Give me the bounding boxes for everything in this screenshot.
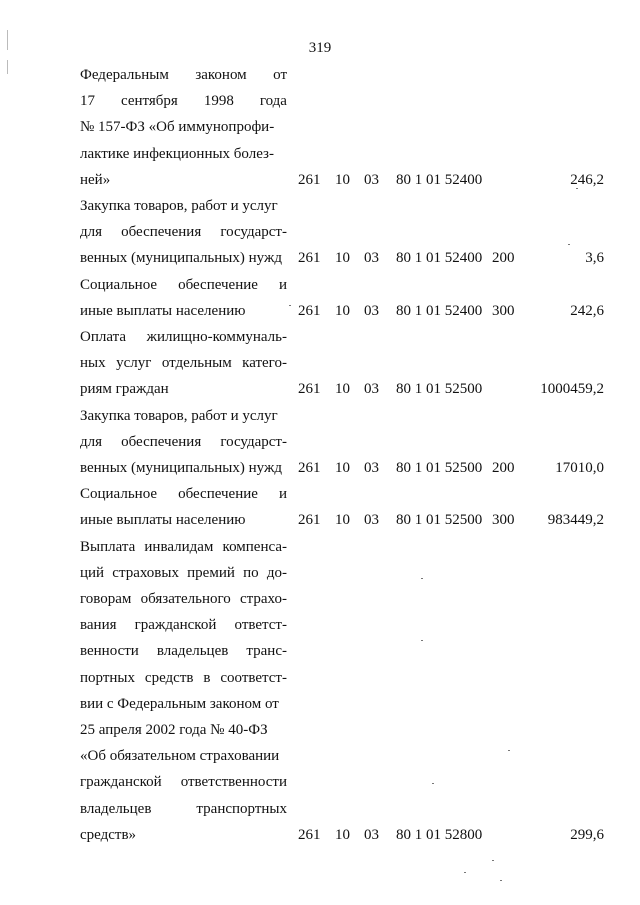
row-text-line	[80, 507, 245, 533]
row-text-line	[80, 193, 278, 219]
text-fragment: риям граждан	[80, 381, 169, 398]
grbs-code: 261	[298, 302, 321, 319]
text-fragment: обеспечения	[121, 433, 202, 450]
amount-value: 1000459,2	[540, 381, 604, 398]
text-fragment: вания	[80, 617, 117, 634]
text-fragment: инвалидам	[144, 538, 214, 555]
row-text-line	[80, 429, 287, 455]
text-fragment: владельцев	[80, 800, 152, 817]
text-fragment: Федеральным	[80, 67, 169, 83]
text-fragment: средств»	[80, 826, 137, 843]
text-fragment: венности	[80, 643, 139, 660]
subsection-code: 03	[364, 512, 379, 529]
row-text-line	[80, 167, 110, 193]
text-fragment: для	[80, 433, 103, 450]
text-fragment: Закупка товаров, работ и услуг	[80, 198, 278, 214]
text-fragment: 25 апреля 2002 года № 40-ФЗ	[80, 722, 268, 738]
row-text-line	[80, 376, 169, 402]
subsection-code: 03	[364, 171, 379, 188]
text-fragment: услуг	[116, 355, 152, 372]
row-text-line	[80, 743, 279, 769]
row-text-line	[80, 796, 287, 822]
section-code: 10	[335, 250, 350, 267]
text-fragment: говорам	[80, 591, 132, 607]
text-fragment: «Об обязательном страховании	[80, 748, 280, 765]
scan-speck	[508, 750, 510, 751]
scan-speck	[576, 188, 578, 189]
text-fragment: обеспечение	[178, 486, 258, 503]
amount-value: 983449,2	[547, 512, 604, 529]
row-text-line	[80, 245, 282, 271]
row-text-line	[80, 665, 287, 691]
scan-edge-mark	[7, 30, 8, 50]
scan-speck	[500, 880, 502, 881]
row-text-line	[80, 88, 287, 114]
row-text-line	[80, 586, 287, 612]
scan-speck	[421, 640, 423, 641]
subsection-code: 03	[364, 250, 379, 267]
text-fragment: обеспечения	[121, 224, 202, 241]
target-article-code: 80 1 01 52400	[396, 250, 483, 267]
scan-speck	[289, 305, 291, 306]
grbs-code: 261	[298, 381, 321, 398]
scan-speck	[492, 860, 494, 861]
text-fragment: сентября	[121, 93, 178, 110]
text-fragment: гражданской	[134, 617, 217, 634]
text-fragment: венных (муниципальных) нужд	[80, 460, 282, 476]
subsection-code: 03	[364, 381, 379, 398]
subsection-code: 03	[364, 826, 379, 843]
scan-edge-mark	[7, 60, 8, 74]
text-fragment: отдельным	[161, 355, 232, 372]
text-fragment: венных (муниципальных) нужд	[80, 250, 282, 267]
text-fragment: страхо-	[240, 591, 287, 607]
expense-type-code: 200	[492, 460, 515, 476]
text-fragment: компенса-	[222, 538, 287, 555]
text-fragment: ней»	[80, 171, 111, 188]
section-code: 10	[335, 512, 350, 529]
row-text-line	[80, 769, 287, 795]
text-fragment: Социальное	[80, 486, 158, 503]
section-code: 10	[335, 460, 350, 476]
target-article-code: 80 1 01 52800	[396, 826, 483, 843]
target-article-code: 80 1 01 52500	[396, 381, 483, 398]
text-fragment: ных	[80, 355, 106, 372]
text-fragment: законом	[195, 67, 247, 83]
row-text-line	[80, 638, 287, 664]
text-fragment: государст-	[220, 433, 287, 450]
target-article-code: 80 1 01 52400	[396, 171, 483, 188]
grbs-code: 261	[298, 826, 321, 843]
row-text-line	[80, 717, 268, 743]
target-article-code: 80 1 01 52500	[396, 460, 483, 476]
text-fragment: Оплата	[80, 329, 127, 345]
row-text-line	[80, 560, 287, 586]
row-text-line	[80, 272, 287, 298]
text-fragment: страховых	[112, 564, 179, 581]
text-fragment: года	[259, 93, 287, 110]
text-fragment: жилищно-коммуналь-	[146, 329, 287, 345]
row-text-line	[80, 114, 274, 140]
scan-speck	[432, 783, 434, 784]
text-fragment: обеспечение	[178, 276, 258, 293]
row-text-line	[80, 350, 287, 376]
text-fragment: по	[243, 564, 259, 581]
row-text-line	[80, 403, 278, 429]
row-text-line	[80, 691, 279, 717]
page-number: 319	[308, 40, 332, 56]
scan-speck	[464, 872, 466, 873]
target-article-code: 80 1 01 52500	[396, 512, 483, 529]
grbs-code: 261	[298, 250, 321, 267]
text-fragment: Социальное	[80, 276, 158, 293]
row-text-line	[80, 141, 274, 167]
row-text-line	[80, 534, 287, 560]
text-fragment: 1998	[203, 93, 234, 110]
text-fragment: и	[278, 276, 287, 293]
grbs-code: 261	[298, 171, 321, 188]
text-fragment: вии с Федеральным законом от	[80, 695, 279, 712]
amount-value: 246,2	[570, 171, 604, 188]
text-fragment: соответст-	[220, 669, 287, 686]
subsection-code: 03	[364, 460, 379, 476]
text-fragment: иные выплаты населению	[80, 302, 246, 319]
subsection-code: 03	[364, 302, 379, 319]
section-code: 10	[335, 381, 350, 398]
row-text-line	[80, 481, 287, 507]
text-fragment: в	[203, 669, 211, 686]
text-fragment: портных	[80, 669, 135, 686]
row-text-line	[80, 298, 245, 324]
amount-value: 3,6	[585, 250, 604, 267]
text-fragment: ответственности	[180, 774, 287, 791]
text-fragment: для	[80, 224, 103, 241]
text-fragment: транспортных	[196, 800, 287, 817]
text-fragment: Закупка товаров, работ и услуг	[80, 407, 278, 424]
row-text-line	[80, 219, 287, 245]
text-fragment: Выплата	[80, 538, 136, 555]
text-fragment: лактике инфекционных болез-	[80, 145, 274, 162]
text-fragment: транс-	[246, 643, 287, 660]
grbs-code: 261	[298, 460, 321, 476]
text-fragment: катего-	[242, 355, 287, 372]
expense-type-code: 200	[492, 250, 515, 267]
row-text-line	[80, 455, 282, 481]
text-fragment: от	[273, 67, 287, 83]
text-fragment: обязательного	[140, 591, 231, 607]
text-fragment: 17	[80, 93, 95, 110]
amount-value: 242,6	[570, 302, 604, 319]
amount-value: 299,6	[570, 826, 604, 843]
expense-type-code: 300	[492, 512, 515, 529]
text-fragment: владельцев	[156, 643, 229, 660]
scan-speck	[421, 578, 423, 579]
row-text-line	[80, 324, 287, 350]
text-fragment: гражданской	[80, 774, 162, 791]
amount-value: 17010,0	[555, 460, 604, 476]
row-text-line	[80, 822, 136, 848]
grbs-code: 261	[298, 512, 321, 529]
text-fragment: № 157-ФЗ «Об иммунопрофи-	[80, 119, 275, 136]
text-fragment: государст-	[220, 224, 287, 241]
text-fragment: средств	[144, 669, 194, 686]
expense-type-code: 300	[492, 302, 515, 319]
row-text-line	[80, 612, 287, 638]
text-fragment: иные выплаты населению	[80, 512, 246, 529]
section-code: 10	[335, 171, 350, 188]
text-fragment: ций	[80, 564, 105, 581]
section-code: 10	[335, 302, 350, 319]
text-fragment: и	[278, 486, 287, 503]
target-article-code: 80 1 01 52400	[396, 302, 483, 319]
text-fragment: ответст-	[234, 617, 287, 634]
row-text-line	[80, 62, 287, 88]
text-fragment: до-	[266, 564, 287, 581]
scan-speck	[568, 244, 570, 245]
section-code: 10	[335, 826, 350, 843]
text-fragment: премий	[187, 564, 235, 581]
